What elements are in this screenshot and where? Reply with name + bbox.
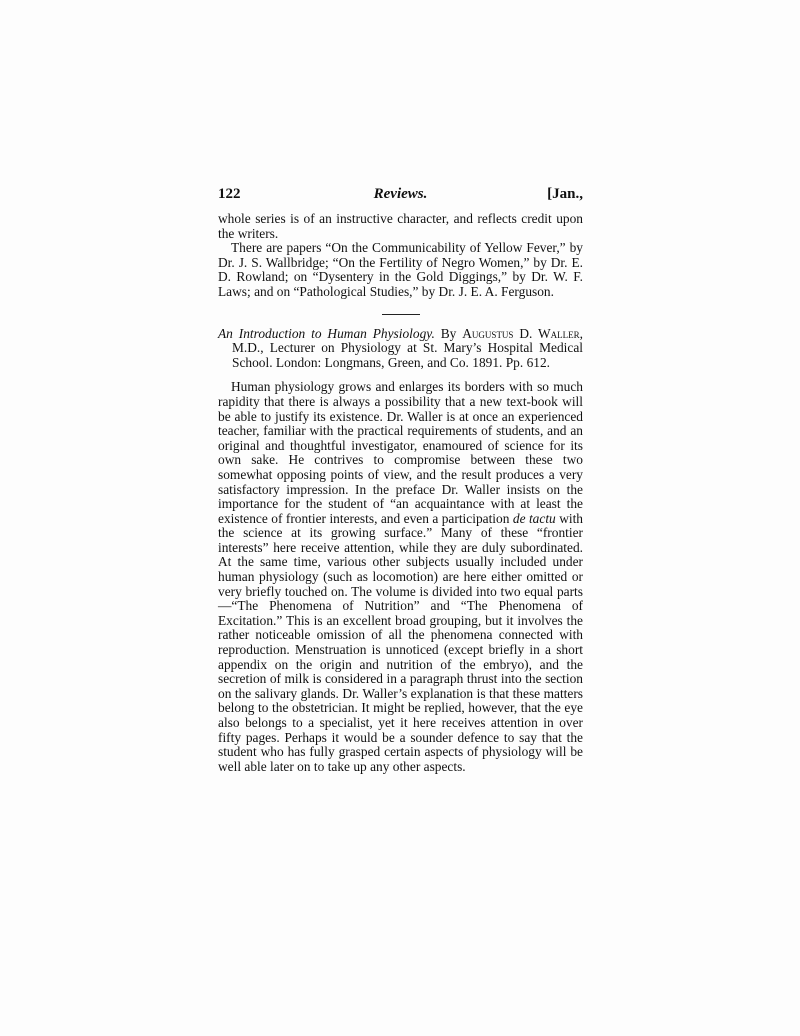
header-date: [Jan., — [547, 186, 583, 202]
review-text-part1: Human physiology grows and enlarges its borders with so much rapidity that there is always a possibility that a new text-book will be able to justify its existence. Dr. Waller is at once an experienced teacher, familiar with the practical requirements of students, and an original and thoughtful investigator, enamoured of science for its own sake. He contrives to compromise between these two somewhat opposing points of view, and the result produces a very satisfactory impression. In the preface Dr. Waller insists on the importance for the student of “an acquaintance with at least the existence of frontier interests, and even a participation — [218, 379, 583, 526]
page-number: 122 — [218, 186, 241, 202]
page-header — [218, 186, 583, 208]
book-title: An Introduction to Human Physiology. — [218, 325, 435, 341]
book-details: M.D., Lecturer on Physiology at St. Mary’s Hospital Medical School. London: Longmans, Green, and Co. 1891. Pp. 612. — [232, 340, 583, 370]
book-author: Augustus D. Waller, — [462, 325, 583, 341]
section-divider — [382, 314, 420, 315]
review-italic-phrase: de tactu — [512, 510, 556, 526]
text-column — [218, 186, 583, 774]
citation-by: By — [440, 325, 457, 341]
book-citation — [218, 327, 583, 371]
review-text-part2: with the science at its growing surface.” Many of these “frontier interests” here receive attention, while they are duly subordinated. At the same time, various other subjects usually included under human physiology (such as locomotion) are here either omitted or very briefly touched on. The volume is divided into two equal parts—“The Phenomena of Nutrition” and “The Phenomena of Excitation.” This is an excellent broad grouping, but it involves the rather noticeable omission of all the phenomena connected with reproduction. Menstruation is unnoticed (except briefly in a short appendix on the origin and nutrition of the embryo), and the secretion of milk is considered in a paragraph thrust into the section on the salivary glands. Dr. Waller’s explanation is that these matters belong to the obstetrician. It might be replied, however, that the eye also belongs to a specialist, yet it here receives attention in over fifty pages. Perhaps it would be a sounder defence to say that the student who has fully grasped certain aspects of physiology will be well able later on to take up any other aspects. — [218, 510, 583, 774]
continuation-paragraph: whole series is of an instructive character, and reflects credit upon the writers. — [218, 211, 583, 241]
review-paragraph — [218, 380, 583, 774]
papers-paragraph: There are papers “On the Communicability of Yellow Fever,” by Dr. J. S. Wallbridge; “On the Fertility of Negro Women,” by Dr. E. D. Rowland; on “Dysentery in the Gold Diggings,” by Dr. W. F. Laws; and on “Pathological Studies,” by Dr. J. E. A. Ferguson. — [218, 240, 583, 299]
running-title: Reviews. — [373, 186, 428, 202]
